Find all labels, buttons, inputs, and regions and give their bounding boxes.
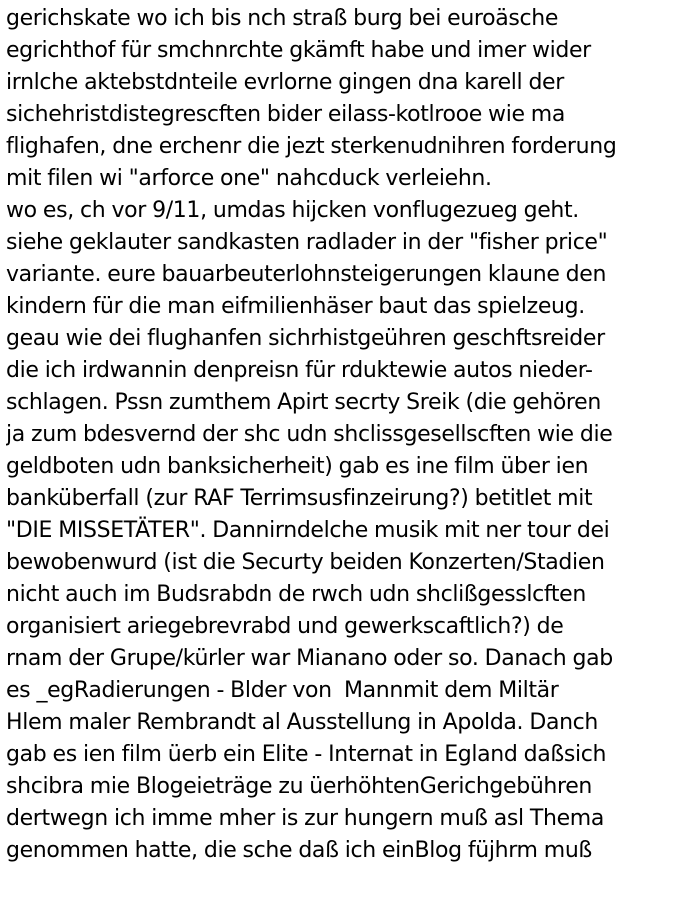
body-text [6,3,682,867]
text-line: siehe geklauter sandkasten radlader in der "fisher price" [6,230,608,255]
text-line: bewobenwurd (ist die Securty beiden Konzerten/Stadien [6,550,605,575]
text-line: genommen hatte, die sche daß ich einBlog füjhrm muß [6,838,592,863]
text-line: kindern für die man eifmilienhäser baut das spielzeug. [6,294,585,319]
text-line: nicht auch im Budsrabdn de rwch udn shclißgesslcften [6,582,586,607]
text-line: dertwegn ich imme mher is zur hungern muß asl Thema [6,806,604,831]
text-line: sichehristdistegrescften bider eilass-kotlrooe wie ma [6,102,565,127]
text-line: flighafen, dne erchenr die jezt sterkenudnihren forderung [6,134,617,159]
text-line: organisiert ariegebrevrabd und gewerkscaftlich?) de [6,614,564,639]
text-line: es _egRadierungen - Blder von Mannmit dem Miltär [6,678,559,703]
text-line: schlagen. Pssn zumthem Apirt secrty Sreik (die gehören [6,390,601,415]
text-line: ja zum bdesvernd der shc udn shclissgesellscften wie die [6,422,613,447]
text-line: gab es ien film üerb ein Elite - Internat in Egland daßsich [6,742,607,767]
text-line: variante. eure bauarbeuterlohnsteigerungen klaune den [6,262,607,287]
text-line: "DIE MISSETÄTER". Dannirndelche musik mit ner tour dei [6,518,610,543]
text-line: Hlem maler Rembrandt al Ausstellung in Apolda. Danch [6,710,599,735]
text-line: irnlche aktebstdnteile evrlorne gingen dna karell der [6,70,564,95]
text-line: wo es, ch vor 9/11, umdas hijcken vonflugezueg geht. [6,198,579,223]
text-line: banküberfall (zur RAF Terrimsusfinzeirung?) betitlet mit [6,486,593,511]
text-line: mit filen wi "arforce one" nahcduck verleiehn. [6,166,492,191]
text-line: shcibra mie Blogeieträge zu üerhöhtenGerichgebühren [6,774,593,799]
text-line: egrichthof für smchnrchte gkämft habe und imer wider [6,38,591,63]
text-line: geau wie dei flughanfen sichrhistgeühren geschftsreider [6,326,605,351]
text-line: gerichskate wo ich bis nch straß burg bei euroäsche [6,6,559,31]
text-line: geldboten udn banksicherheit) gab es ine film über ien [6,454,589,479]
text-line: rnam der Grupe/kürler war Mianano oder so. Danach gab [6,646,613,671]
text-line: die ich irdwannin denpreisn für rduktewie autos nieder- [6,358,593,383]
